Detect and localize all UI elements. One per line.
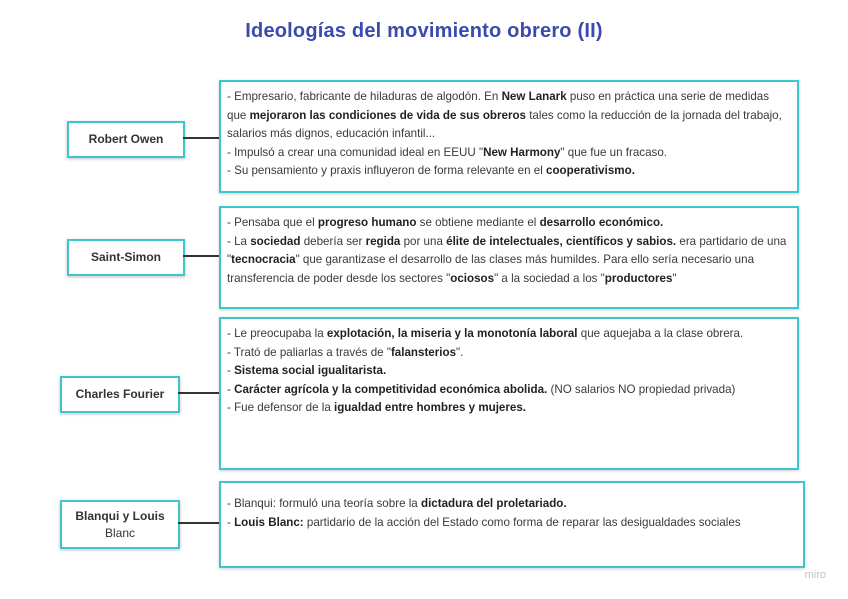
node-label: Charles Fourier	[75, 387, 165, 401]
connector-line	[183, 255, 220, 257]
text-line: - Trató de paliarlas a través de "falansterios".	[227, 345, 464, 359]
connector-line	[178, 392, 220, 394]
text-line: - Empresario, fabricante de hiladuras de algodón. En New Lanark puso en práctica una serie de medidas que mejoraron las condiciones de vida de sus obreros tales como la reducción de la jornada del trabajo, salarios más dignos, educación infantil...	[227, 90, 782, 141]
description-robert-owen[interactable]	[219, 80, 799, 193]
description-blanqui-louis-blanc[interactable]	[219, 481, 805, 568]
text-line: - Fue defensor de la igualdad entre hombres y mujeres.	[227, 401, 527, 415]
page-title: Ideologías del movimiento obrero (II)	[245, 20, 603, 42]
text-line: - Su pensamiento y praxis influyeron de forma relevante en el cooperativismo.	[227, 164, 635, 178]
node-label: Blanqui y Louis	[75, 508, 165, 523]
miro-watermark: miro	[804, 569, 826, 581]
node-label: Robert Owen	[88, 132, 164, 146]
node-label: Saint-Simon	[90, 250, 161, 264]
node-saint-simon[interactable]	[67, 239, 185, 276]
text-line: - Louis Blanc: partidario de la acción del Estado como forma de reparar las desigualdades sociales	[227, 515, 741, 529]
text-line: - Pensaba que el progreso humano se obtiene mediante el desarrollo económico.	[227, 216, 664, 229]
node-blanqui-louis-blanc[interactable]	[60, 500, 180, 549]
description-saint-simon[interactable]	[219, 206, 799, 309]
node-label: Blanc	[104, 525, 136, 540]
description-charles-fourier[interactable]	[219, 317, 799, 470]
text-line: - Sistema social igualitarista.	[227, 364, 387, 378]
connector-line	[183, 137, 220, 139]
text-line: - Blanqui: formuló una teoría sobre la dictadura del proletariado.	[227, 497, 567, 510]
text-line: - La sociedad debería ser regida por una élite de intelectuales, científicos y sabios. era partidario de una "tecnocracia" que garantizase el desarrollo de las clases más humildes. Para ello sería necesario una transferencia de poder desde los sectores "ociosos" a la sociedad a los "productores"	[227, 234, 787, 285]
text-line: - Le preocupaba la explotación, la miseria y la monotonía laboral que aquejaba a la clase obrera.	[227, 327, 744, 340]
text-line: - Impulsó a crear una comunidad ideal en EEUU "New Harmony" que fue un fracaso.	[227, 145, 668, 159]
node-charles-fourier[interactable]	[60, 376, 180, 413]
connector-line	[178, 522, 220, 524]
text-line: - Carácter agrícola y la competitividad económica abolida. (NO salarios NO propiedad privada)	[227, 382, 736, 396]
node-robert-owen[interactable]	[67, 121, 185, 158]
